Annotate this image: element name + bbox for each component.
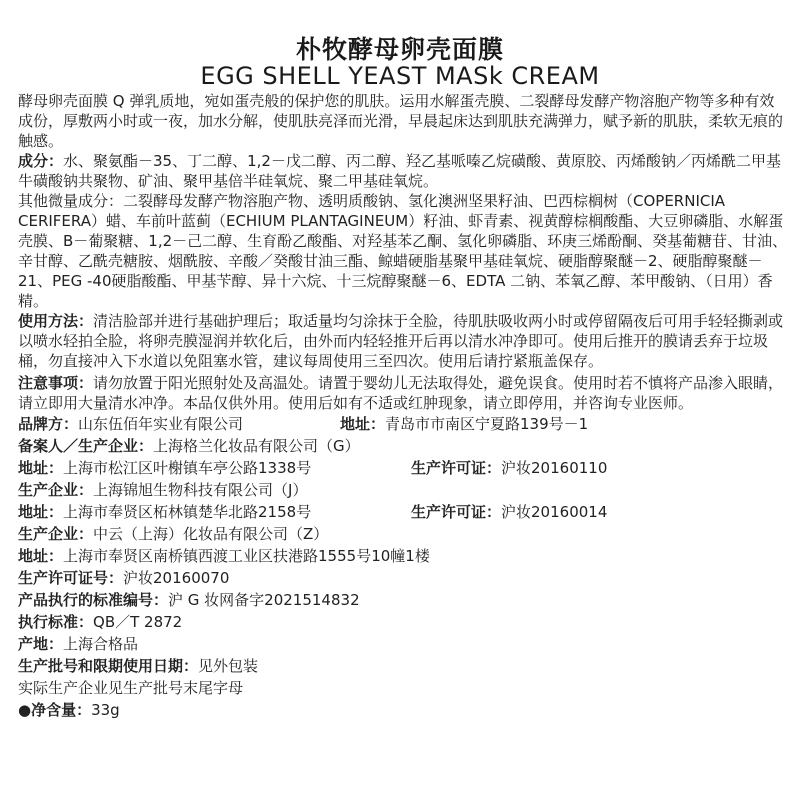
brand-row <box>18 413 788 435</box>
standard-no-label: 产品执行的标准编号： <box>18 591 169 609</box>
filer-row <box>18 435 788 457</box>
usage-label: 使用方法： <box>18 312 94 330</box>
ingredients-text: 水、聚氨酯－35、丁二醇、1,2－戊二醇、丙二醇、羟乙基哌嗪乙烷磺酸、黄原胶、丙烯酸钠／丙烯酰二甲基牛磺酸钠共聚物、矿油、聚甲基倍半硅氧烷、聚二甲基硅氧烷。 <box>18 152 781 190</box>
j-license-value: 沪妆20160014 <box>501 503 608 521</box>
z-company-value: 中云（上海）化妆品有限公司（Z） <box>93 525 329 543</box>
actual-maker-row: 实际生产企业见生产批号末尾字母 <box>18 679 244 697</box>
j-address-value: 上海市奉贤区柘林镇楚华北路2158号 <box>63 503 312 521</box>
j-address-label: 地址： <box>18 503 64 521</box>
net-content-label: ●净含量： <box>18 701 92 719</box>
g-license-label: 生产许可证： <box>411 459 502 477</box>
standard-no-value: 沪 G 妆网备字2021514832 <box>168 591 360 609</box>
filer-label: 备案人／生产企业： <box>18 437 154 455</box>
notes-paragraph <box>18 373 788 413</box>
g-row <box>18 457 788 479</box>
z-company-row <box>18 523 788 545</box>
origin-row <box>18 633 788 655</box>
j-company-value: 上海锦旭生物科技有限公司（J） <box>93 481 308 499</box>
j-license-label: 生产许可证： <box>411 503 502 521</box>
z-address-row <box>18 545 788 567</box>
notes-label: 注意事项： <box>18 374 94 392</box>
origin-value: 上海合格品 <box>63 635 139 653</box>
g-license-value: 沪妆20160110 <box>501 459 608 477</box>
exec-standard-row <box>18 611 788 633</box>
g-address-value: 上海市松江区叶榭镇车亭公路1338号 <box>63 459 312 477</box>
brand-address-value: 青岛市市南区宁夏路139号－1 <box>385 415 589 433</box>
g-address-label: 地址： <box>18 459 64 477</box>
exec-standard-value: QB／T 2872 <box>93 613 183 631</box>
ingredients-label: 成分： <box>18 152 64 170</box>
exec-standard-label: 执行标准： <box>18 613 94 631</box>
label-content <box>18 91 788 721</box>
origin-label: 产地： <box>18 635 64 653</box>
product-title-cn: 朴牧酵母卵壳面膜 <box>295 35 504 64</box>
j-row <box>18 501 788 523</box>
usage-text: 清洁脸部并进行基础护理后；取适量均匀涂抹于全脸，待肌肤吸收两小时或停留隔夜后可用手轻轻撕剥或以喷水轻拍全脸，将卵壳膜湿润并软化后，由外而内轻轻推开后再以清水冲净即可。使用后推开的膜请丢弃于垃圾桶，勿直接冲入下水道以免阻塞水管，建议每周使用三至四次。使用后请拧紧瓶盖保存。 <box>18 312 784 370</box>
net-content-row <box>18 699 788 721</box>
brand-owner-value: 山东伍佰年实业有限公司 <box>78 415 244 433</box>
z-company-label: 生产企业： <box>18 525 94 543</box>
intro-paragraph: 酵母卵壳面膜 Q 弹乳质地，宛如蛋壳般的保护您的肌肤。运用水解蛋壳膜、二裂酵母发酵产物溶胞产物等多种有效成份，厚敷两小时或一夜，加水分解，使肌肤亮泽而光滑，早晨起床达到肌肤充满弹力，赋予新的肌肤，柔软无痕的触感。 <box>18 92 784 150</box>
brand-owner-label: 品牌方： <box>18 415 79 433</box>
standard-no-row <box>18 589 788 611</box>
batch-value: 见外包装 <box>198 657 259 675</box>
ingredients-paragraph <box>18 151 788 191</box>
product-title-en: EGG SHELL YEAST MASk CREAM <box>200 62 600 90</box>
z-license-value: 沪妆20160070 <box>123 569 230 587</box>
z-address-value: 上海市奉贤区南桥镇西渡工业区扶港路1555号10幢1楼 <box>63 547 430 565</box>
batch-row <box>18 655 788 677</box>
usage-paragraph <box>18 311 788 371</box>
j-company-label: 生产企业： <box>18 481 94 499</box>
notes-text: 请勿放置于阳光照射处及高温处。请置于婴幼儿无法取得处，避免误食。使用时若不慎将产品渗入眼睛，请立即用大量清水冲净。本品仅供外用。使用后如有不适或红肿现象，请立即停用，并咨询专业医师。 <box>18 374 784 412</box>
z-address-label: 地址： <box>18 547 64 565</box>
z-license-row <box>18 567 788 589</box>
net-content-value: 33g <box>91 701 120 719</box>
batch-label: 生产批号和限期使用日期： <box>18 657 199 675</box>
filer-value: 上海格兰化妆品有限公司（G） <box>153 437 360 455</box>
z-license-label: 生产许可证号： <box>18 569 124 587</box>
brand-address-label: 地址： <box>340 415 386 433</box>
trace-ingredients-paragraph: 其他微量成分：二裂酵母发酵产物溶胞产物、透明质酸钠、氢化澳洲坚果籽油、巴西棕榈树（COPERNICIA CERIFERA）蜡、车前叶蓝蓟（ECHIUM PLANTAGINEUM）籽油、虾青素、视黄醇棕榈酸酯、大豆卵磷脂、水解蛋壳膜、Β－葡聚糖、1,2－己二醇、生育酚乙酸酯、对羟基苯乙酮、氢化卵磷脂、环庚三烯酚酮、癸基葡糖苷、甘油、辛甘醇、乙酰壳糖胺、烟酰胺、辛酸／癸酸甘油三酯、鲸蜡硬脂基聚甲基硅氧烷、硬脂醇聚醚－2、硬脂醇聚醚－21、PEG -40硬脂酸酯、甲基苄醇、异十六烷、十三烷醇聚醚－6、EDTA 二钠、苯氧乙醇、苯甲酸钠、（日用）香精。 <box>18 192 788 310</box>
j-company-row <box>18 479 788 501</box>
